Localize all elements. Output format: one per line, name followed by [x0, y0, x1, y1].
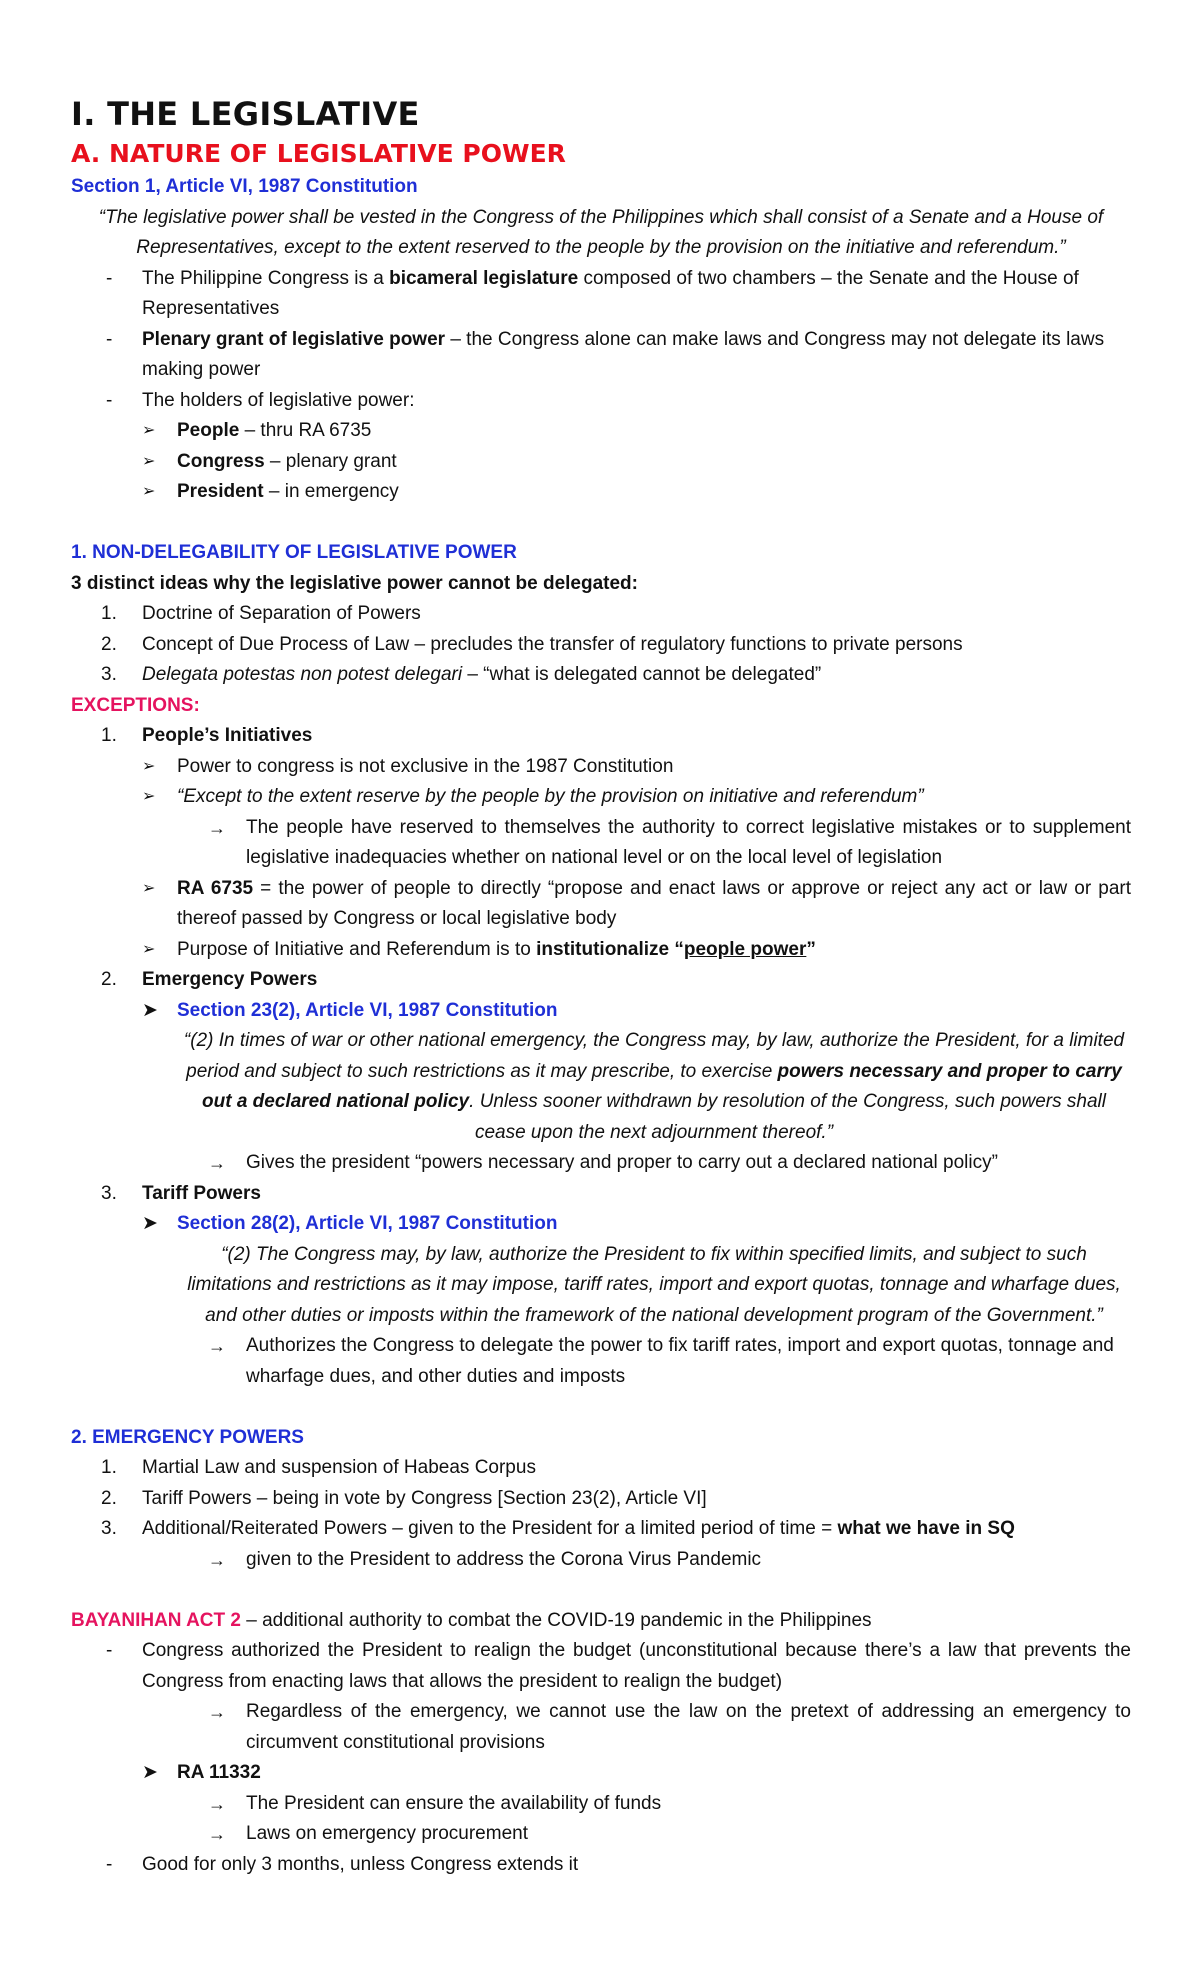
- text: The holders of legislative power:: [142, 389, 415, 411]
- item-title: People’s Initiatives: [142, 725, 313, 746]
- text: Tariff Powers – being in vote by Congress [Section 23(2), Article VI]: [142, 1487, 707, 1509]
- list-item: [71, 1148, 1131, 1179]
- right-arrow-icon: →: [208, 817, 226, 838]
- text: Regardless of the emergency, we cannot use the law on the pretext of addressing an emergency to circumvent constitutional provisions: [246, 1701, 1131, 1753]
- text: – thru RA 6735: [239, 420, 372, 441]
- arrow-bullet-icon: ➢: [142, 940, 156, 958]
- list-item: [71, 1331, 1131, 1392]
- list-item: [71, 1819, 1131, 1850]
- arrow-bullet-icon: ➢: [142, 483, 156, 500]
- right-arrow-icon: →: [208, 1793, 226, 1814]
- list-number: 3.: [101, 664, 117, 685]
- bold-text: People: [177, 420, 240, 441]
- list-item: [71, 1209, 1131, 1240]
- list-item: [71, 1636, 1131, 1697]
- list-number: 3.: [101, 1182, 117, 1204]
- section-reference: Section 1, Article VI, 1987 Constitution: [71, 176, 418, 197]
- list-item: [71, 935, 1131, 966]
- list-item: [71, 965, 1131, 996]
- list-number: 2.: [101, 633, 117, 655]
- section-title: A. NATURE OF LEGISLATIVE POWER: [71, 139, 566, 168]
- item-title: Tariff Powers: [142, 1182, 261, 1204]
- text: . Unless sooner withdrawn by resolution of the Congress, such powers shall cease upon the next adjournment thereof.”: [469, 1091, 1106, 1143]
- text: The President can ensure the availability of funds: [246, 1792, 662, 1814]
- section-reference: Section 28(2), Article VI, 1987 Constitution: [177, 1213, 558, 1234]
- list-number: 2.: [101, 969, 117, 990]
- bold-text: bicameral legislature: [389, 267, 579, 289]
- constitution-quote: “The legislative power shall be vested in the Congress of the Philippines which shall consist of a Senate and a House of Representatives, except to the extent reserved to the people by the provision on the initiative and referendum.”: [98, 206, 1104, 258]
- list-item: [71, 325, 1131, 386]
- list-item: [71, 660, 1131, 691]
- list-item: [71, 1789, 1131, 1820]
- text: Good for only 3 months, unless Congress extends it: [142, 1853, 579, 1875]
- list-item: [71, 1484, 1131, 1515]
- right-arrow-icon: →: [208, 1702, 226, 1722]
- list-number: 3.: [101, 1518, 117, 1539]
- list-item: [71, 477, 1131, 508]
- arrow-bullet-icon: ➢: [142, 788, 156, 805]
- right-arrow-icon: →: [208, 1549, 226, 1570]
- text: – the Congress alone can make laws and Congress may not delegate its laws making power: [142, 328, 1105, 380]
- arrow-bullet-icon: ➢: [142, 422, 156, 439]
- list-item: [71, 721, 1131, 752]
- text: Congress authorized the President to realign the budget (unconstitutional because there’s a law that prevents the Congress from enacting laws that allows the president to realign the budget): [142, 1640, 1131, 1692]
- text: – in emergency: [263, 481, 399, 502]
- list-item: [71, 1545, 1131, 1576]
- arrow-bullet-icon: ➢: [142, 452, 156, 470]
- right-arrow-icon: →: [208, 1336, 226, 1356]
- list-item: [71, 996, 1131, 1027]
- list-item: [71, 1453, 1131, 1484]
- list-item: [71, 782, 1131, 813]
- list-item: [71, 874, 1131, 935]
- constitution-quote: “(2) The Congress may, by law, authorize the President to fix within specified limits, and subject to such limitations and restrictions as it may impose, tariff rates, import and export quotas, tonnage and wharfage dues, and other duties or imposts within the framework of the national development program of the Government.”: [187, 1243, 1121, 1326]
- section-reference: Section 23(2), Article VI, 1987 Constitution: [177, 999, 558, 1021]
- list-item: [71, 1758, 1131, 1789]
- bold-text: powers necessary and proper to carry out a declared national policy: [202, 1060, 1122, 1112]
- italic-text: Delegata potestas non potest delegari: [142, 664, 463, 685]
- text: Concept of Due Process of Law – precludes the transfer of regulatory functions to private persons: [142, 633, 963, 655]
- text: Laws on emergency procurement: [246, 1823, 528, 1844]
- list-item: [71, 599, 1131, 630]
- dash-bullet: -: [106, 1853, 113, 1875]
- text: Doctrine of Separation of Powers: [142, 603, 421, 624]
- list-item: [71, 264, 1131, 325]
- list-number: 1.: [101, 603, 117, 624]
- text: = the power of people to directly “propose and enact laws or approve or reject any act or law or part thereof passed by Congress or local legislative body: [177, 877, 1131, 929]
- arrow-bullet-icon: ➤: [142, 1762, 158, 1783]
- text: “(2) In times of war or other national emergency, the Congress may, by law, authorize the President, for a limited period and subject to such restrictions as it may prescribe, to exercise: [183, 1030, 1125, 1082]
- bold-text: President: [177, 481, 264, 502]
- right-arrow-icon: →: [208, 1824, 226, 1844]
- text: Gives the president “powers necessary and proper to carry out a declared national policy”: [246, 1152, 998, 1173]
- text: Additional/Reiterated Powers – given to the President for a limited period of time =: [142, 1518, 838, 1539]
- arrow-bullet-icon: ➢: [142, 879, 156, 897]
- document-page: [71, 92, 1131, 1880]
- list-number: 1.: [101, 725, 117, 746]
- text: Purpose of Initiative and Referendum is to: [177, 938, 537, 960]
- list-item: [71, 386, 1131, 417]
- bold-text: Congress: [177, 450, 265, 472]
- text: – “what is delegated cannot be delegated”: [462, 664, 822, 685]
- arrow-bullet-icon: ➤: [142, 999, 158, 1021]
- list-number: 1.: [101, 1457, 117, 1478]
- text: – plenary grant: [264, 450, 397, 472]
- bold-text: ”: [806, 938, 816, 960]
- text: – additional authority to combat the COVID-19 pandemic in the Philippines: [240, 1609, 872, 1631]
- list-item: [71, 1697, 1131, 1758]
- list-item: [71, 1514, 1131, 1545]
- text: The people have reserved to themselves the authority to correct legislative mistakes or to supplement legislative inadequacies whether on national level or on the local level of legislation: [246, 816, 1131, 868]
- list-item: [71, 416, 1131, 447]
- dash-bullet: -: [106, 267, 113, 289]
- bayanihan-line: [71, 1606, 1131, 1637]
- subsection-heading: 1. NON-DELEGABILITY OF LEGISLATIVE POWER: [71, 542, 517, 563]
- list-item: [71, 447, 1131, 478]
- bold-text: what we have in SQ: [837, 1518, 1015, 1539]
- list-item: [71, 630, 1131, 661]
- bold-text: RA 11332: [177, 1762, 261, 1783]
- list-number: 2.: [101, 1487, 117, 1509]
- dash-bullet: -: [106, 389, 113, 411]
- dash-bullet: -: [106, 328, 113, 350]
- text: Martial Law and suspension of Habeas Corpus: [142, 1457, 536, 1478]
- text: Power to congress is not exclusive in the 1987 Constitution: [177, 755, 674, 777]
- italic-text: “Except to the extent reserve by the people by the provision on initiative and referendum”: [177, 786, 924, 807]
- dash-bullet: -: [106, 1640, 113, 1661]
- constitution-quote: [71, 1026, 1131, 1148]
- bold-text: Plenary grant of legislative power: [142, 328, 446, 350]
- text: given to the President to address the Corona Virus Pandemic: [246, 1548, 762, 1570]
- text: The Philippine Congress is a: [142, 267, 390, 289]
- arrow-bullet-icon: ➤: [142, 1213, 158, 1234]
- underlined-text: people power: [683, 938, 807, 960]
- list-item: [71, 1850, 1131, 1881]
- bold-text: RA 6735: [177, 877, 254, 899]
- text: Authorizes the Congress to delegate the power to fix tariff rates, import and export quotas, tonnage and wharfage dues, and other duties and imposts: [246, 1335, 1114, 1387]
- subsection-heading: 2. EMERGENCY POWERS: [71, 1426, 304, 1448]
- bayanihan-heading: BAYANIHAN ACT 2: [71, 1609, 241, 1631]
- text: composed of two chambers – the Senate and the House of Representatives: [142, 267, 1079, 319]
- exceptions-heading: EXCEPTIONS:: [71, 694, 200, 716]
- list-item: [71, 813, 1131, 874]
- right-arrow-icon: →: [208, 1153, 226, 1173]
- intro-text: 3 distinct ideas why the legislative power cannot be delegated:: [71, 572, 638, 594]
- item-title: Emergency Powers: [142, 969, 318, 990]
- bold-text: institutionalize “: [536, 938, 684, 960]
- list-item: [71, 1179, 1131, 1210]
- list-item: [71, 752, 1131, 783]
- page-title: I. THE LEGISLATIVE: [71, 95, 420, 133]
- arrow-bullet-icon: ➢: [142, 757, 156, 775]
